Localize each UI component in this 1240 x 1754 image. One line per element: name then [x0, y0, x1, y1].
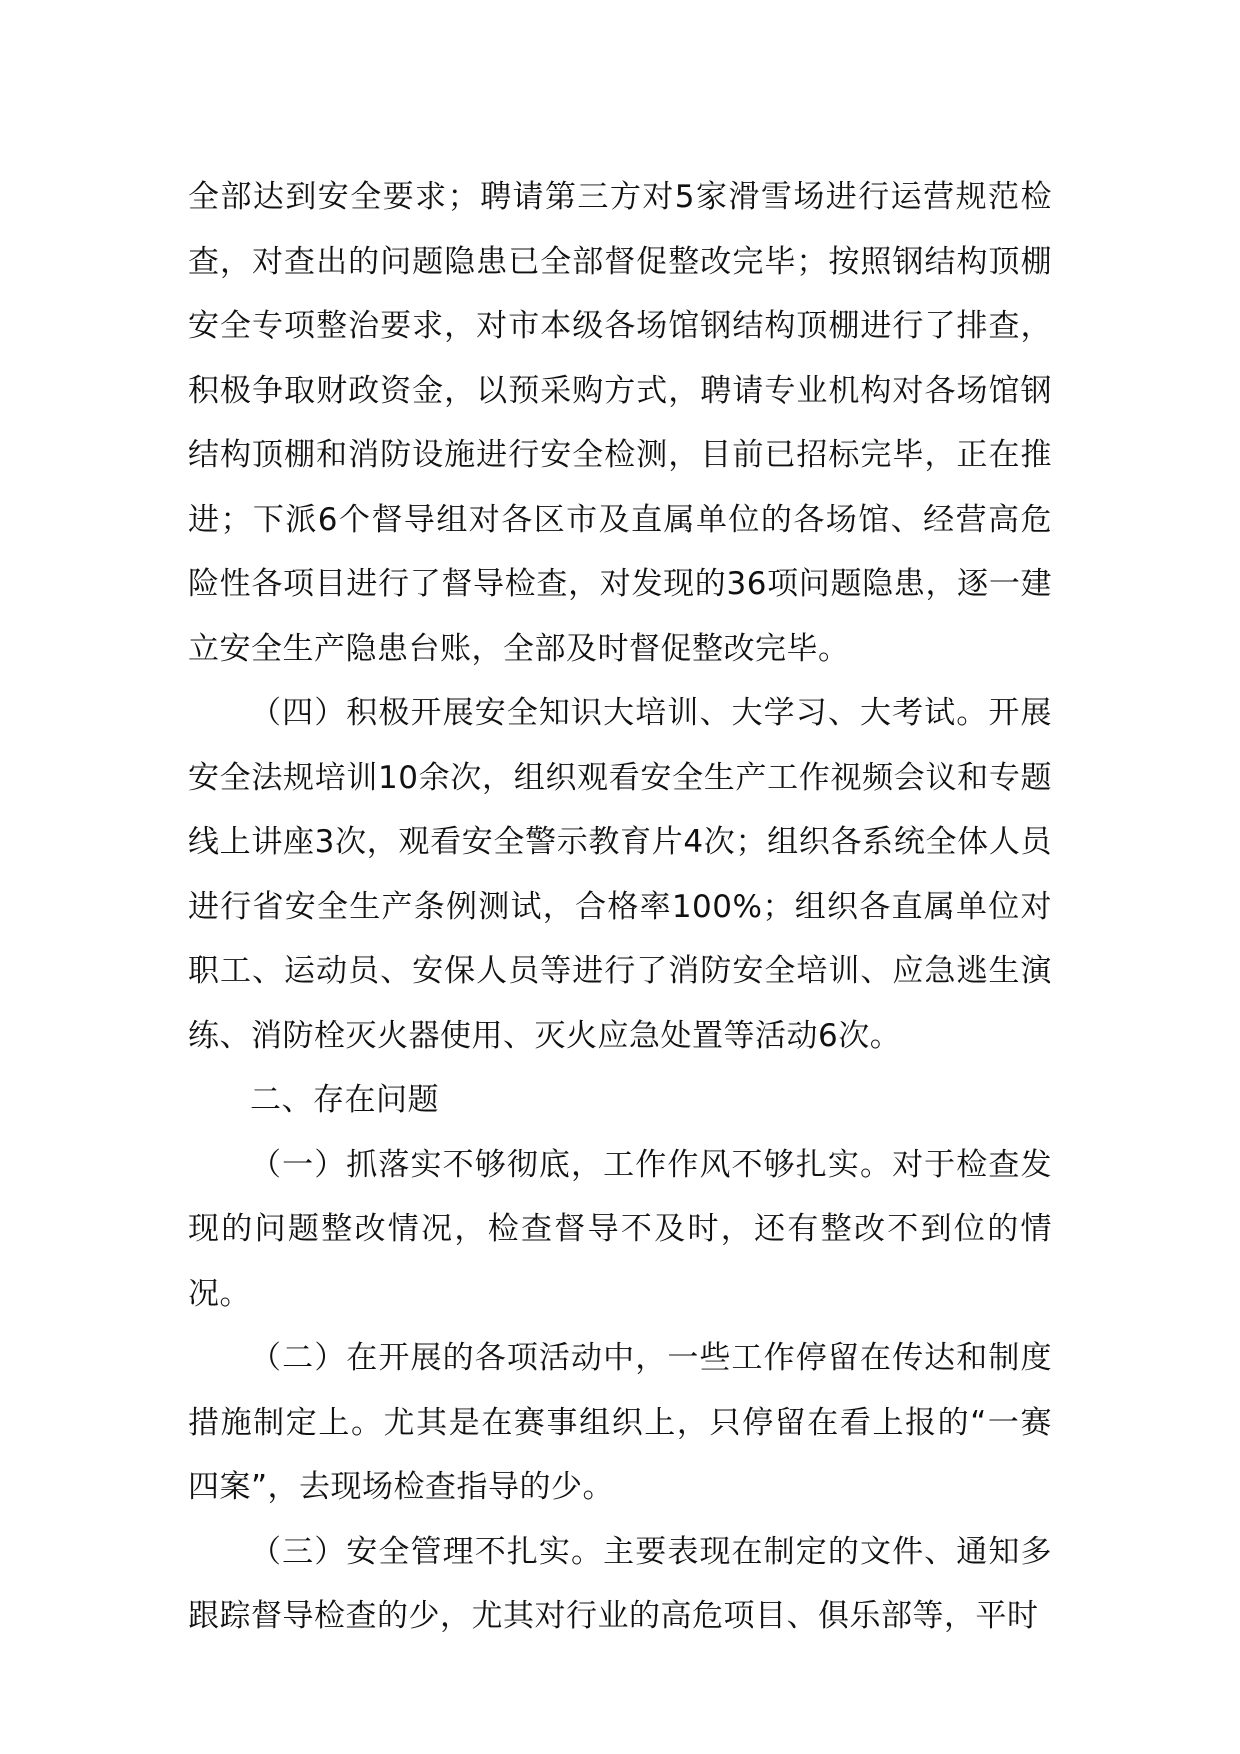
- paragraph-problem-three: （三）安全管理不扎实。主要表现在制定的文件、通知多跟踪督导检查的少，尤其对行业的高危项目、俱乐部等，平时: [188, 1533, 1052, 1634]
- paragraph-problem-one: （一）抓落实不够彻底，工作作风不够扎实。对于检查发现的问题整改情况，检查督导不及时，还有整改不到位的情况。: [188, 1146, 1052, 1312]
- paragraph-safety-inspection: 全部达到安全要求；聘请第三方对5家滑雪场进行运营规范检查，对查出的问题隐患已全部督促整改完毕；按照钢结构顶棚安全专项整治要求，对市本级各场馆钢结构顶棚进行了排查，积极争取财政资金，以预采购方式，聘请专业机构对各场馆钢结构顶棚和消防设施进行安全检测，目前已招标完毕，正在推进；下派6个督导组对各区市及直属单位的各场馆、经营高危险性各项目进行了督导检查，对发现的36项问题隐患，逐一建立安全生产隐患台账，全部及时督促整改完毕。: [188, 179, 1052, 667]
- paragraph-problem-two: （二）在开展的各项活动中，一些工作停留在传达和制度措施制定上。尤其是在赛事组织上，只停留在看上报的“一赛四案”，去现场检查指导的少。: [188, 1340, 1052, 1505]
- paragraph-safety-training: （四）积极开展安全知识大培训、大学习、大考试。开展安全法规培训10余次，组织观看安全生产工作视频会议和专题线上讲座3次，观看安全警示教育片4次；组织各系统全体人员进行省安全生产条例测试，合格率100%；组织各直属单位对职工、运动员、安保人员等进行了消防安全培训、应急逃生演练、消防栓灭火器使用、灭火应急处置等活动6次。: [188, 695, 1052, 1054]
- document-body: [188, 165, 1052, 1649]
- section-heading-problems: 二、存在问题: [250, 1082, 439, 1118]
